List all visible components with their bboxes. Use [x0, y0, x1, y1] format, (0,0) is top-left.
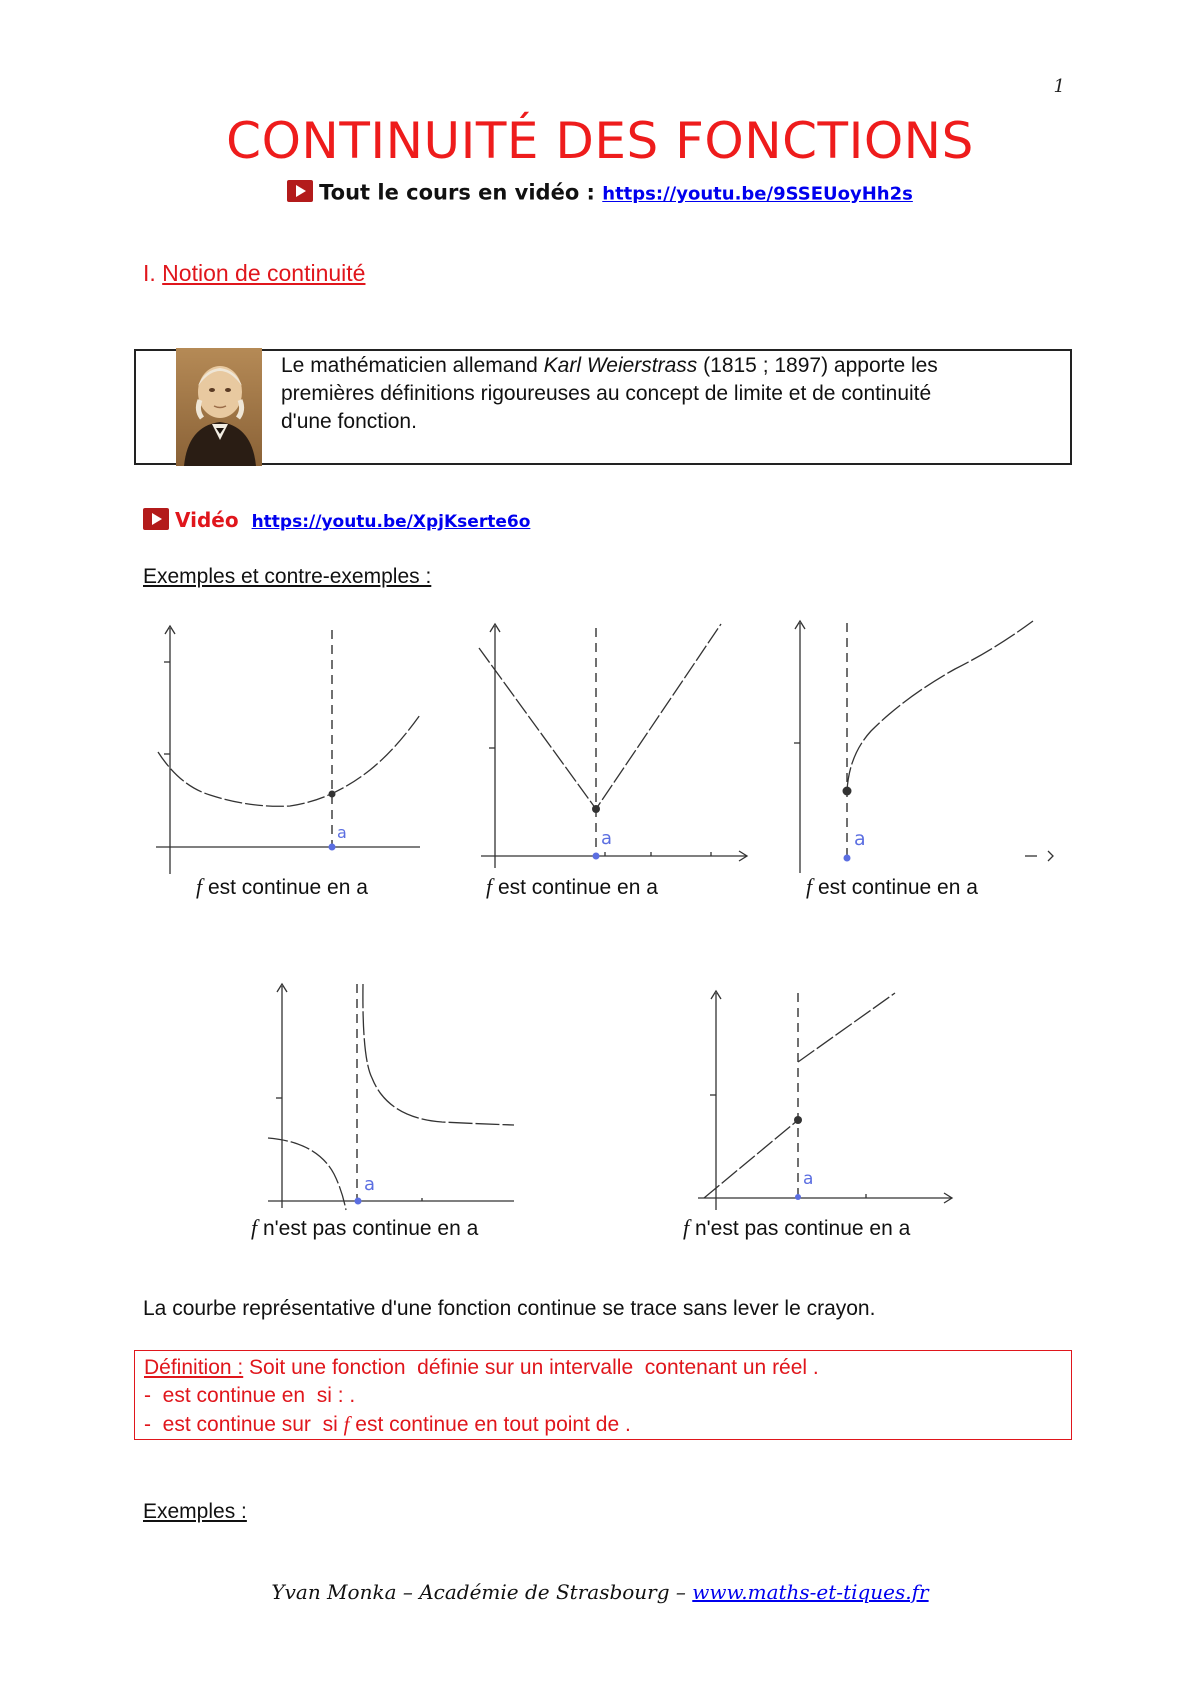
definition-line-1: Soit une fonction définie sur un intervalle contenant un réel . [243, 1356, 819, 1379]
caption-text: n'est pas continue en a [689, 1217, 911, 1240]
page-number: 1 [1053, 76, 1065, 97]
curve-point [843, 787, 852, 796]
caption-text: est continue en a [492, 876, 658, 899]
curve-point [794, 1116, 802, 1124]
bio-text [281, 352, 1061, 436]
function-name: f [486, 874, 493, 899]
definition-label: Définition : [144, 1356, 244, 1379]
caption-text: est continue en a [812, 876, 978, 899]
paragraph: La courbe représentative d'une fonction continue se trace sans lever le crayon. [143, 1297, 876, 1320]
course-video-link[interactable]: https://youtu.be/9SSEUoyHh2s [602, 183, 913, 205]
curve-point [592, 805, 600, 813]
point-a-label: a [364, 1174, 376, 1195]
graph-2 [475, 618, 755, 878]
course-video-label: Tout le cours en vidéo : [319, 180, 595, 205]
graph-2-caption [486, 874, 658, 900]
definition-line-3-part: est continue en tout point de . [349, 1413, 631, 1436]
definition-line-2: - est continue en si : . [144, 1384, 356, 1407]
function-name: f [251, 1215, 258, 1240]
video2-line [143, 508, 530, 535]
bio-text-part: (1815 ; 1897) apporte les [697, 354, 938, 377]
examples-heading: Exemples et contre-exemples : [143, 565, 432, 588]
footer-text: Yvan Monka – Académie de Strasbourg – [271, 1580, 693, 1604]
curve-point [329, 791, 336, 798]
graph-3 [775, 615, 1065, 880]
caption-text: est continue en a [202, 876, 368, 899]
point-a-label: a [803, 1169, 814, 1189]
graph-5 [690, 985, 960, 1215]
graph-4 [262, 978, 522, 1213]
point-a-label: a [337, 823, 347, 842]
curve [479, 624, 721, 809]
point-a [593, 853, 600, 860]
point-a-label: a [601, 828, 613, 849]
definition-text [144, 1354, 819, 1439]
point-a [329, 844, 336, 851]
bio-name: Karl Weierstrass [543, 354, 698, 377]
video-play-icon[interactable] [287, 180, 313, 207]
curve-right [798, 993, 895, 1062]
point-a [355, 1198, 362, 1205]
course-video-line [0, 180, 1200, 207]
definition-line-3-part: - est continue sur si [144, 1413, 344, 1436]
graph-3-caption [806, 874, 978, 900]
section-heading [143, 260, 365, 287]
bio-text-part: Le mathématicien allemand [281, 354, 544, 377]
section-title: Notion de continuité [162, 260, 366, 286]
footer-link[interactable]: www.maths-et-tiques.fr [692, 1580, 929, 1604]
function-name: f [343, 1412, 350, 1436]
graph-5-caption [683, 1215, 910, 1241]
footer [0, 1580, 1200, 1604]
curve [158, 715, 420, 806]
curve-right [363, 984, 514, 1125]
curve-left [704, 1120, 798, 1198]
x-axis-arrow [1048, 851, 1053, 861]
video2-link[interactable]: https://youtu.be/XpjKserte6o [251, 512, 531, 532]
point-a [795, 1194, 801, 1200]
bio-line-3: d'une fonction. [281, 410, 417, 433]
examples-heading-2: Exemples : [143, 1500, 247, 1523]
graph-4-caption [251, 1215, 478, 1241]
video2-label: Vidéo [175, 508, 239, 532]
section-number: I. [143, 260, 156, 286]
caption-text: n'est pas continue en a [257, 1217, 479, 1240]
point-a-label: a [854, 828, 866, 850]
function-name: f [806, 874, 813, 899]
curve-left [268, 1138, 346, 1210]
point-a [844, 855, 851, 862]
page-title: CONTINUITÉ DES FONCTIONS [226, 112, 974, 170]
video-play-icon[interactable] [143, 508, 169, 535]
curve [847, 621, 1033, 791]
function-name: f [196, 874, 203, 899]
graph-1 [150, 620, 430, 880]
weierstrass-portrait [176, 348, 262, 466]
bio-line-2: premières définitions rigoureuses au concept de limite et de continuité [281, 382, 932, 405]
graph-1-caption [196, 874, 368, 900]
function-name: f [683, 1215, 690, 1240]
